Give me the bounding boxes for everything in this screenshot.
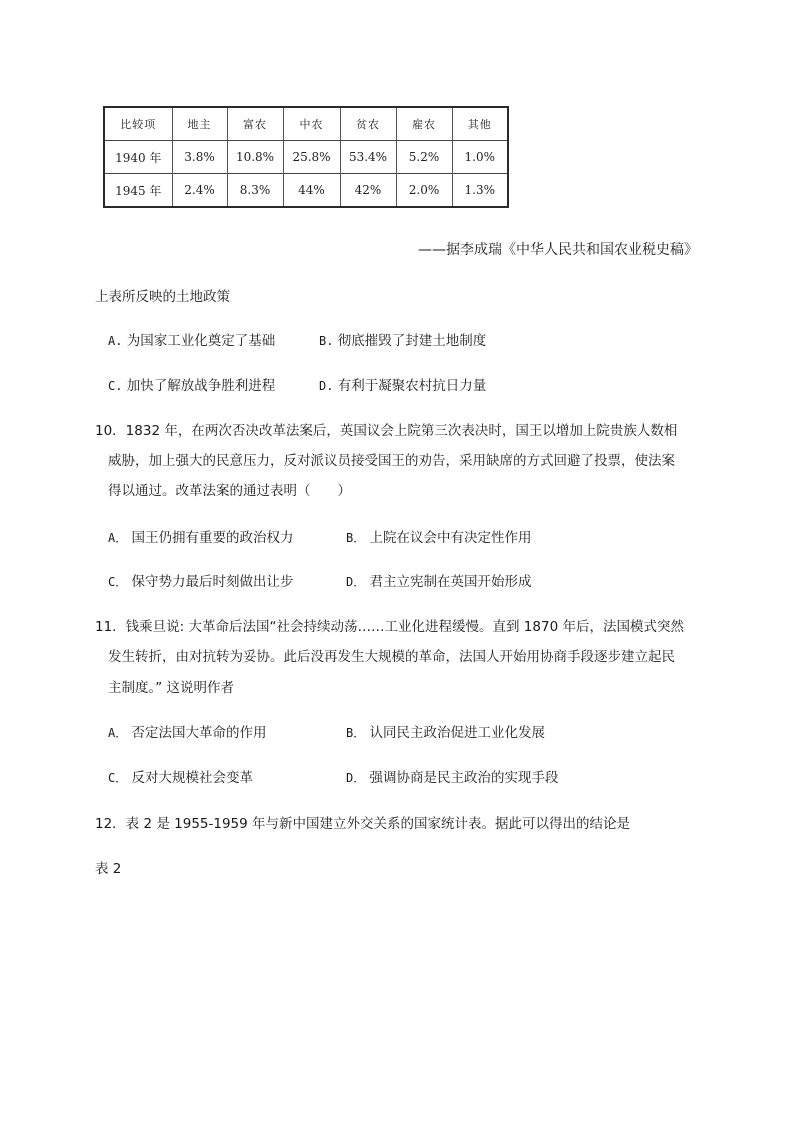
option-text: 君主立宪制在英国开始形成 xyxy=(369,574,532,590)
q11-option-c[interactable] xyxy=(108,766,253,786)
option-key: D． xyxy=(346,575,366,589)
q11-stem-line-2: 发生转折，由对抗转为妥协。此后没再发生大规模的革命，法国人开始用协商手段逐步建立起民 xyxy=(108,649,675,665)
table-cell: 44% xyxy=(283,174,340,208)
option-text: 否定法国大革命的作用 xyxy=(131,725,267,741)
option-key: C． xyxy=(108,771,128,785)
option-key: B． xyxy=(346,726,366,740)
option-text: 保守势力最后时刻做出让步 xyxy=(131,574,294,590)
table-cell: 25.8% xyxy=(283,141,340,174)
table-header-row xyxy=(104,107,508,141)
table-header-cell: 富农 xyxy=(227,107,283,141)
table-header-cell: 地主 xyxy=(172,107,227,141)
option-text: 上院在议会中有决定性作用 xyxy=(369,530,532,546)
option-text: 国王仍拥有重要的政治权力 xyxy=(131,530,294,546)
table-header-cell: 雇农 xyxy=(396,107,452,141)
option-key: C. xyxy=(108,379,123,393)
table-header-cell: 比较项 xyxy=(120,118,157,131)
land-ratio-table xyxy=(103,106,509,208)
table-source-citation: ——据李成瑞《中华人民共和国农业税史稿》 xyxy=(418,242,698,258)
table-row xyxy=(104,174,508,208)
table-cell: 1940 年 xyxy=(104,141,172,174)
table-cell: 42% xyxy=(340,174,396,208)
option-text: 强调协商是民主政治的实现手段 xyxy=(369,770,559,786)
option-text: 加快了解放战争胜利进程 xyxy=(126,378,276,394)
q11-option-a[interactable] xyxy=(108,721,267,741)
q10-stem-line-3: 得以通过。改革法案的通过表明（ ） xyxy=(108,483,351,499)
option-key: B. xyxy=(319,334,334,348)
q9-stem: 上表所反映的土地政策 xyxy=(95,289,230,305)
table-cell: 1.0% xyxy=(452,141,508,174)
q9-option-b[interactable] xyxy=(319,329,486,349)
table-cell: 8.3% xyxy=(227,174,283,208)
table-header-cell: 贫农 xyxy=(340,107,396,141)
table-header-cell: 其他 xyxy=(452,107,508,141)
table-cell: 5.2% xyxy=(396,141,452,174)
q11-option-b[interactable] xyxy=(346,721,545,741)
option-key: A. xyxy=(108,334,123,348)
option-text: 有利于凝聚农村抗日力量 xyxy=(337,378,487,394)
q11-stem-line-1: 11．钱乘旦说: 大革命后法国“社会持续动荡……工业化进程缓慢。直到 1870 年后，法国模式突然 xyxy=(95,619,684,635)
option-key: D. xyxy=(319,379,334,393)
option-text: 彻底摧毁了封建土地制度 xyxy=(337,333,487,349)
q10-option-d[interactable] xyxy=(346,570,532,590)
option-key: A． xyxy=(108,531,128,545)
q11-option-d[interactable] xyxy=(346,766,559,786)
q11-stem-line-3: 主制度。” 这说明作者 xyxy=(108,680,235,696)
q9-option-a[interactable] xyxy=(108,329,275,349)
table-cell: 3.8% xyxy=(172,141,227,174)
option-key: D． xyxy=(346,771,366,785)
q10-stem-line-1: 10．1832 年，在两次否决改革法案后，英国议会上院第三次表决时，国王以增加上院贵族人数相 xyxy=(95,423,678,439)
q12-stem: 12．表 2 是 1955-1959 年与新中国建立外交关系的国家统计表。据此可以得出的结论是 xyxy=(95,816,631,832)
option-key: A． xyxy=(108,726,128,740)
table-cell: 1945 年 xyxy=(104,174,172,208)
table-cell: 2.0% xyxy=(396,174,452,208)
option-key: B． xyxy=(346,531,366,545)
table-header-cell: 中农 xyxy=(283,107,340,141)
table-cell: 2.4% xyxy=(172,174,227,208)
option-text: 反对大规模社会变革 xyxy=(131,770,254,786)
q9-option-d[interactable] xyxy=(319,374,486,394)
table-cell: 1.3% xyxy=(452,174,508,208)
q10-stem-line-2: 威胁，加上强大的民意压力，反对派议员接受国王的劝告，采用缺席的方式回避了投票，使法案 xyxy=(108,453,675,469)
table-cell: 10.8% xyxy=(227,141,283,174)
q10-option-a[interactable] xyxy=(108,526,294,546)
table-cell: 53.4% xyxy=(340,141,396,174)
table-row xyxy=(104,141,508,174)
q9-option-c[interactable] xyxy=(108,374,275,394)
q10-option-b[interactable] xyxy=(346,526,532,546)
q10-option-c[interactable] xyxy=(108,570,294,590)
option-key: C． xyxy=(108,575,128,589)
option-text: 认同民主政治促进工业化发展 xyxy=(369,725,546,741)
option-text: 为国家工业化奠定了基础 xyxy=(126,333,276,349)
q12-table-label: 表 2 xyxy=(95,861,122,877)
